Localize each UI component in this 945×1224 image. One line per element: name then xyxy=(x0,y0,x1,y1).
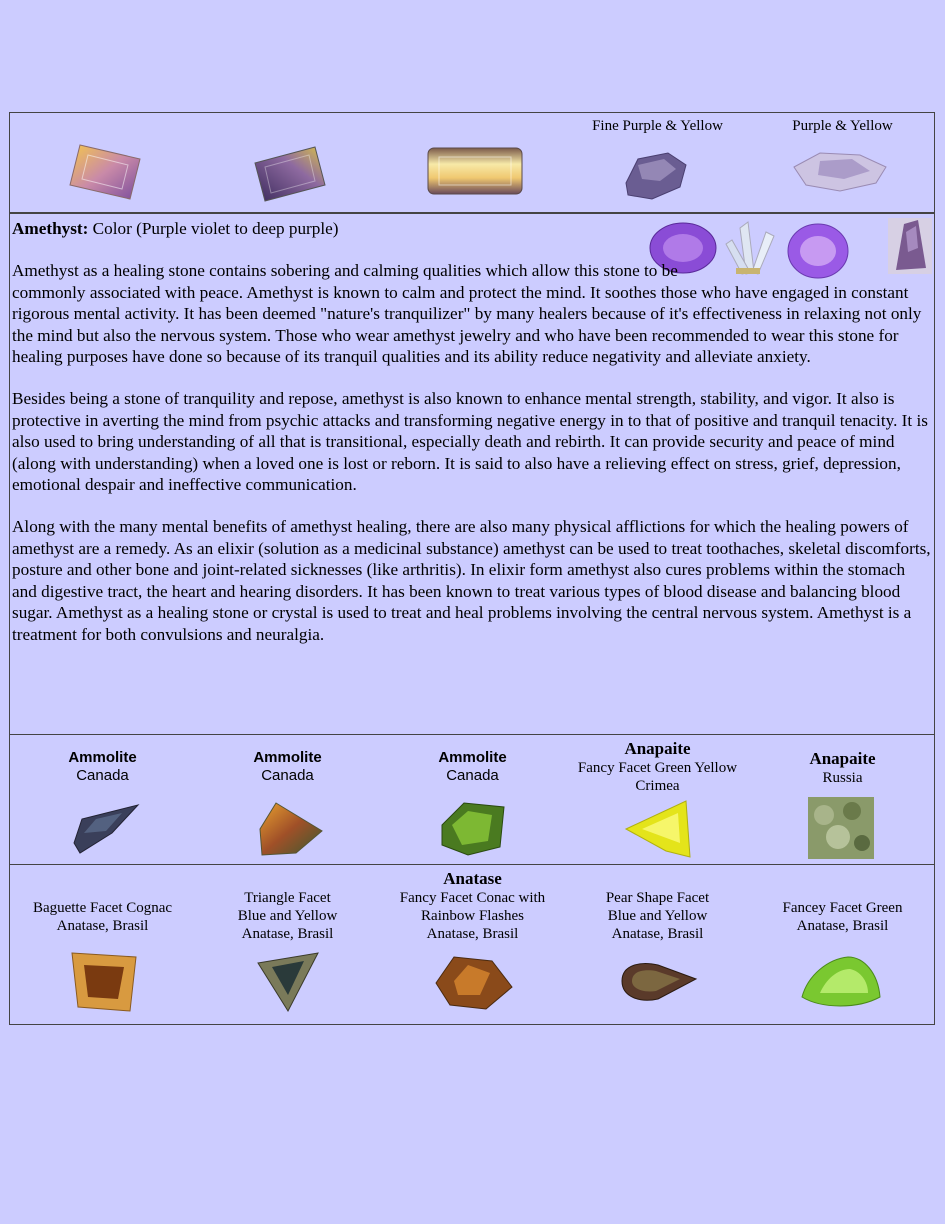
gallery-cell xyxy=(10,749,195,785)
stone-origin: Anatase, Brasil xyxy=(241,926,334,942)
stone-title: Anapaite xyxy=(809,749,876,768)
anatase-green-image xyxy=(798,955,884,1011)
paragraph-healing: Amethyst as a healing stone contains sobering and calming qualities which allow this stone to be commonly associated with peace. Amethyst is known to calm and protect the mind. It soothes those who have engaged in constant rigorous mental activity. It has been deemed "nature's tranquilizer" by many healers because of it's effectiveness in relaxing not only the mind but also the nervous system. Those who wear amethyst jewelry and who have been recommended to wear this stone for healing purposes have done so because of its tranquil qualities and its ability reduce negativity and alleviate anxiety. xyxy=(12,261,922,367)
stone-cut: Fancy Facet Green Yellow xyxy=(577,760,738,776)
gallery-cell xyxy=(750,749,935,787)
ametrine-rough-image xyxy=(620,151,690,201)
gallery-cell xyxy=(195,889,380,943)
stone-color: Blue and Yellow xyxy=(237,908,338,924)
stone-origin: Crimea xyxy=(635,778,680,794)
stone-origin: Anatase, Brasil xyxy=(426,926,519,942)
anatase-pear-image xyxy=(618,959,698,1005)
ammolite-image xyxy=(256,801,326,857)
stone-title: Ammolite xyxy=(68,749,137,766)
gallery-cell xyxy=(380,749,565,785)
gallery-cell xyxy=(380,889,565,943)
stone-color: Blue and Yellow xyxy=(607,908,708,924)
ametrine-rough-light-image xyxy=(790,149,890,197)
ametrine-emerald-cut-dark-image xyxy=(253,145,327,203)
anatase-triangle-image xyxy=(254,949,322,1013)
stone-caption: Purple & Yellow xyxy=(792,118,893,134)
gallery-cell xyxy=(10,899,195,935)
stone-title: Ammolite xyxy=(253,749,322,766)
anatase-fancy-image xyxy=(434,953,514,1011)
ammolite-image xyxy=(72,803,140,855)
amethyst-section xyxy=(9,213,935,735)
stone-cut: Fancey Facet Green xyxy=(782,900,903,916)
stone-origin: Canada xyxy=(446,767,499,784)
gallery-cell xyxy=(750,899,935,935)
gallery-cell xyxy=(565,889,750,943)
anatase-baguette-image xyxy=(68,949,140,1015)
stone-origin: Anatase, Brasil xyxy=(611,926,704,942)
stone-cut: Baguette Facet Cognac xyxy=(32,900,173,916)
anatase-heading: Anatase xyxy=(443,869,502,888)
anatase-row xyxy=(9,864,935,1025)
gallery-cell xyxy=(750,113,935,135)
gallery-cell xyxy=(195,749,380,785)
gallery-cell xyxy=(565,113,750,135)
ametrine-gallery-row xyxy=(9,112,935,213)
ammolite-image xyxy=(438,801,510,857)
amethyst-color: Color (Purple violet to deep purple) xyxy=(88,219,339,238)
ametrine-long-baguette-image xyxy=(425,145,525,199)
anapaite-image xyxy=(624,799,692,859)
stone-origin: Anatase, Brasil xyxy=(796,918,889,934)
stone-origin: Canada xyxy=(76,767,129,784)
paragraph-tranquility: Besides being a stone of tranquility and repose, amethyst is also known to enhance mental strength, stability, and vigor. It also is protective in averting the mind from psychic attacks and transforming negative energy in to that of positive and tranquil tenacity. It is also used to bring understanding of all that is transitional, especially death and rebirth. It can provide security and peace of mind (along with understanding) when a loved one is lost or reborn. It is said to also have a relieving effect on stress, grief, depression, emotional despair and ineffective communication. xyxy=(12,389,928,495)
stone-title: Ammolite xyxy=(438,749,507,766)
stone-title: Anapaite xyxy=(624,739,691,758)
stone-caption: Fine Purple & Yellow xyxy=(592,118,723,134)
paragraph-physical: Along with the many mental benefits of amethyst healing, there are also many physical afflictions for which the healing powers of amethyst are a remedy. As an elixir (solution as a medicinal substance) amethyst can be used to treat toothaches, skeletal discomforts, posture and other bone and joint-related sicknesses (like arthritis). In elixir form amethyst also cures problems within the stomach and digestive tract, the heart and hearing disorders. It has been known to treat various types of blood disease and balancing blood sugar. Amethyst as a healing stone or crystal is used to treat and heal problems involving the central nervous system. Amethyst is a treatment for both convulsions and neuralgia. xyxy=(12,517,931,644)
anapaite-rough-image xyxy=(808,797,874,859)
stone-origin: Canada xyxy=(261,767,314,784)
stone-cut: Fancy Facet Conac with xyxy=(399,890,546,906)
gallery-cell xyxy=(565,739,750,795)
stone-cut: Triangle Facet xyxy=(244,890,331,906)
amethyst-description xyxy=(12,218,932,666)
stone-origin: Anatase, Brasil xyxy=(56,918,149,934)
stone-cut: Pear Shape Facet xyxy=(605,890,710,906)
stone-origin: Russia xyxy=(822,770,863,786)
amethyst-name: Amethyst: xyxy=(12,219,89,238)
ammolite-anapaite-row xyxy=(9,734,935,865)
stone-color: Rainbow Flashes xyxy=(421,908,524,924)
ametrine-emerald-cut-image xyxy=(68,141,142,203)
